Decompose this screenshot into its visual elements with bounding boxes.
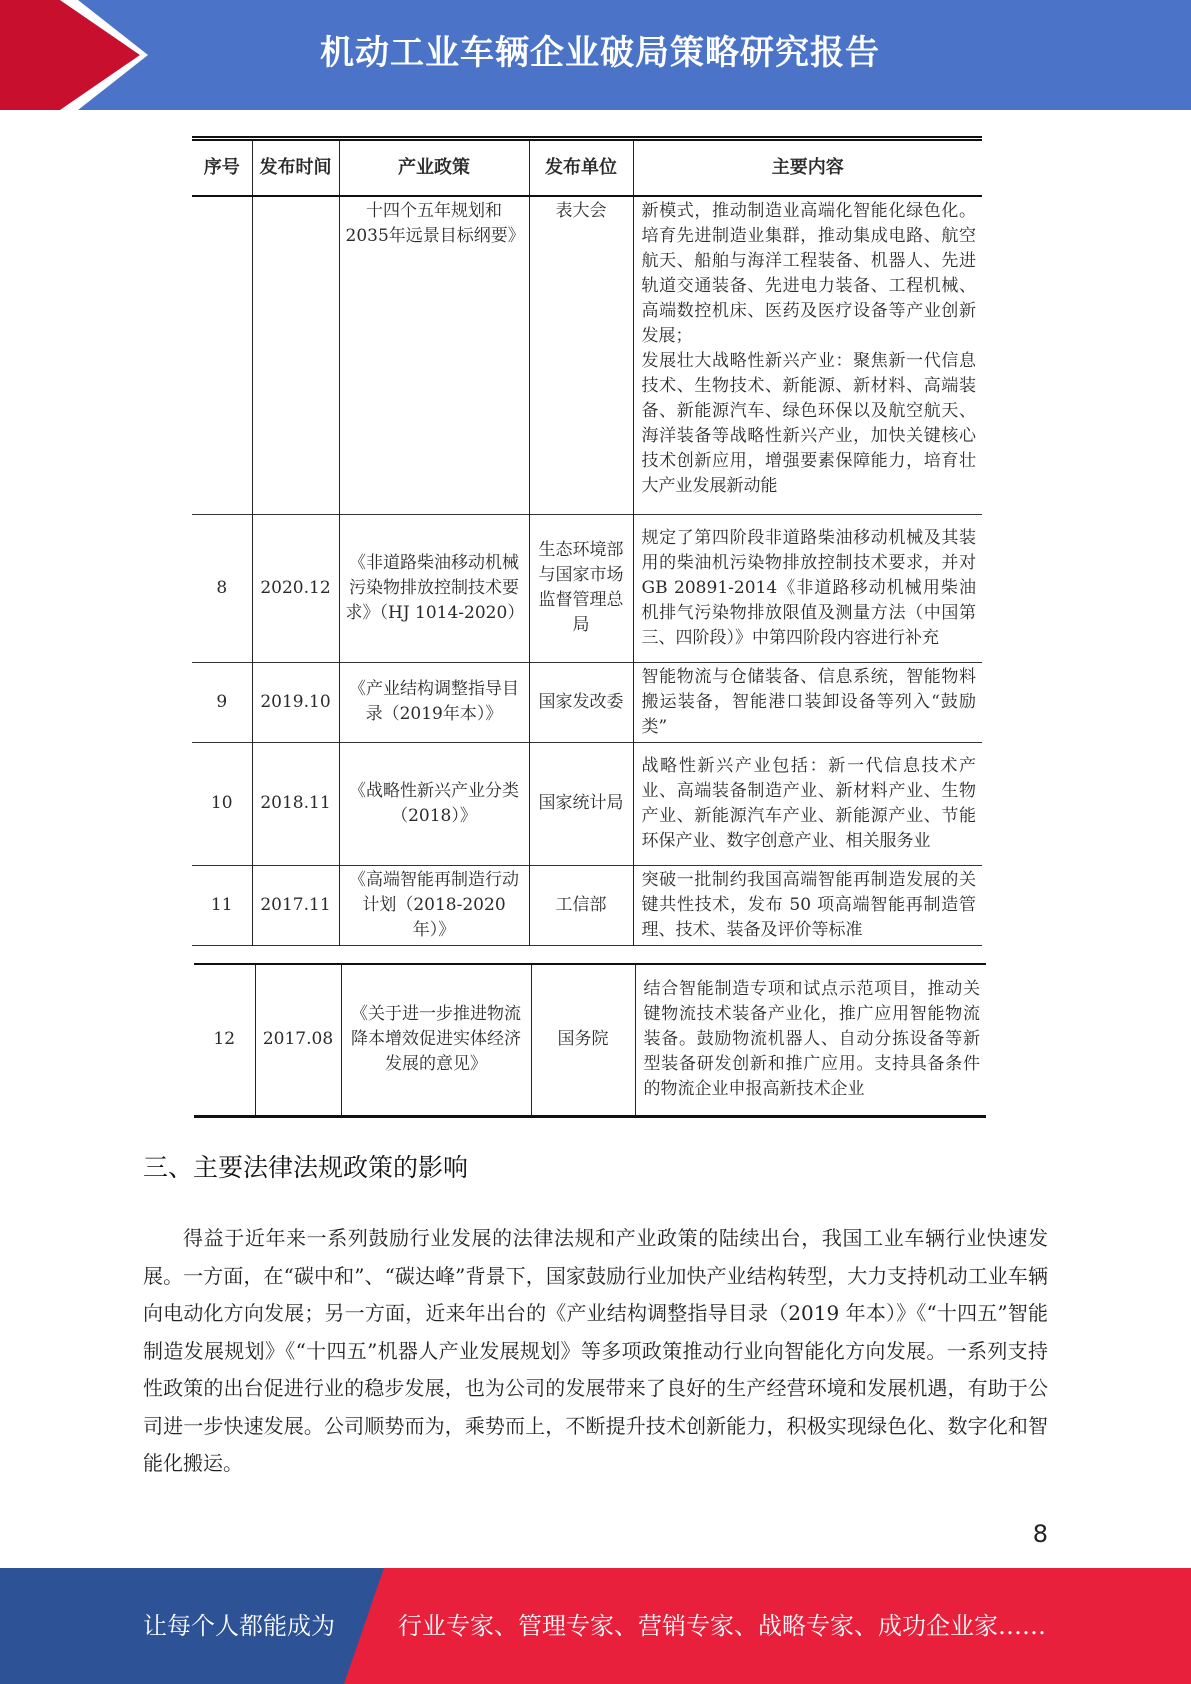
cell-org: 工信部 xyxy=(529,865,633,945)
table-row xyxy=(192,662,982,742)
cell-content: 战略性新兴产业包括：新一代信息技术产业、高端装备制造产业、新材料产业、生物产业、新能源汽车产业、新能源产业、节能环保产业、数字创意产业、相关服务业 xyxy=(633,742,982,865)
chevron-decoration xyxy=(0,0,160,110)
policy-table xyxy=(192,136,982,946)
footer-slogan-right: 行业专家、管理专家、营销专家、战略专家、成功企业家…… xyxy=(398,1612,1046,1640)
table-row xyxy=(194,964,986,1116)
cell-date: 2017.08 xyxy=(255,964,341,1116)
cell-no: 11 xyxy=(192,865,252,945)
cell-date: 2020.12 xyxy=(252,514,339,662)
page-header xyxy=(0,0,1191,110)
cell-no: 10 xyxy=(192,742,252,865)
table-row xyxy=(192,514,982,662)
body-paragraph: 得益于近年来一系列鼓励行业发展的法律法规和产业政策的陆续出台，我国工业车辆行业快速发展。一方面，在“碳中和”、“碳达峰”背景下，国家鼓励行业加快产业结构转型，大力支持机动工业车辆向电动化方向发展；另一方面，近来年出台的《产业结构调整指导目录（2019 年本）》《“十四五”智能制造发展规划》《“十四五”机器人产业发展规划》等多项政策推动行业向智能化方向发展。一系列支持性政策的出台促进行业的稳步发展，也为公司的发展带来了良好的生产经营环境和发展机遇，有助于公司进一步快速发展。公司顺势而为，乘势而上，不断提升技术创新能力，积极实现绿色化、数字化和智能化搬运。 xyxy=(143,1226,1048,1475)
cell-date xyxy=(252,196,339,514)
cell-content: 突破一批制约我国高端智能再制造发展的关键共性技术，发布 50 项高端智能再制造管理、技术、装备及评价等标准 xyxy=(633,865,982,945)
cell-no: 9 xyxy=(192,662,252,742)
cell-no: 8 xyxy=(192,514,252,662)
header-no: 序号 xyxy=(192,139,252,197)
header-org: 发布单位 xyxy=(529,139,633,197)
header-content: 主要内容 xyxy=(633,139,982,197)
header-policy: 产业政策 xyxy=(339,139,529,197)
cell-org: 国家统计局 xyxy=(529,742,633,865)
cell-org: 国家发改委 xyxy=(529,662,633,742)
footer-slogan-left: 让每个人都能成为 xyxy=(143,1612,335,1640)
cell-policy: 《关于进一步推进物流降本增效促进实体经济发展的意见》 xyxy=(341,964,531,1116)
content-paragraph: 发展壮大战略性新兴产业：聚焦新一代信息技术、生物技术、新能源、新材料、高端装备、新能源汽车、绿色环保以及航空航天、海洋装备等战略性新兴产业，加快关键核心技术创新应用，增强要素保障能力，培育壮大产业发展新动能 xyxy=(641,351,976,496)
table-header-row xyxy=(192,139,982,197)
content-paragraph: 新模式，推动制造业高端化智能化绿色化。培育先进制造业集群，推动集成电路、航空航天、船舶与海洋工程装备、机器人、先进轨道交通装备、先进电力装备、工程机械、高端数控机床、医药及医疗设备等产业创新发展； xyxy=(641,201,976,346)
cell-date: 2018.11 xyxy=(252,742,339,865)
policy-table-continued xyxy=(194,963,986,1118)
page-number: 8 xyxy=(1032,1520,1048,1548)
cell-no: 12 xyxy=(194,964,255,1116)
section-heading: 三、主要法律法规政策的影响 xyxy=(143,1153,469,1182)
cell-no xyxy=(192,196,252,514)
cell-policy: 《产业结构调整指导目录（2019年本）》 xyxy=(339,662,529,742)
report-title: 机动工业车辆企业破局策略研究报告 xyxy=(320,33,880,73)
cell-org: 生态环境部与国家市场监督管理总局 xyxy=(529,514,633,662)
table-row xyxy=(192,742,982,865)
cell-date: 2019.10 xyxy=(252,662,339,742)
cell-content: 智能物流与仓储装备、信息系统，智能物料搬运装备，智能港口装卸设备等列入“鼓励类” xyxy=(633,662,982,742)
header-date: 发布时间 xyxy=(252,139,339,197)
table-row xyxy=(192,196,982,514)
cell-org: 国务院 xyxy=(531,964,635,1116)
cell-org: 表大会 xyxy=(529,196,633,514)
cell-content xyxy=(633,196,982,514)
cell-date: 2017.11 xyxy=(252,865,339,945)
cell-policy: 《高端智能再制造行动计划（2018-2020年）》 xyxy=(339,865,529,945)
cell-policy: 《非道路柴油移动机械污染物排放控制技术要求》（HJ 1014-2020） xyxy=(339,514,529,662)
cell-content: 规定了第四阶段非道路柴油移动机械及其装用的柴油机污染物排放控制技术要求，并对 GB 20891-2014《非道路移动机械用柴油机排气污染物排放限值及测量方法（中国第三、四阶段）》中第四阶段内容进行补充 xyxy=(633,514,982,662)
page-footer xyxy=(0,1568,1191,1684)
cell-policy: 《战略性新兴产业分类（2018）》 xyxy=(339,742,529,865)
cell-content: 结合智能制造专项和试点示范项目，推动关键物流技术装备产业化，推广应用智能物流装备。鼓励物流机器人、自动分拣设备等新型装备研发创新和推广应用。支持具备条件的物流企业申报高新技术企业 xyxy=(635,964,986,1116)
cell-policy: 十四个五年规划和2035年远景目标纲要》 xyxy=(339,196,529,514)
table-row xyxy=(192,865,982,945)
